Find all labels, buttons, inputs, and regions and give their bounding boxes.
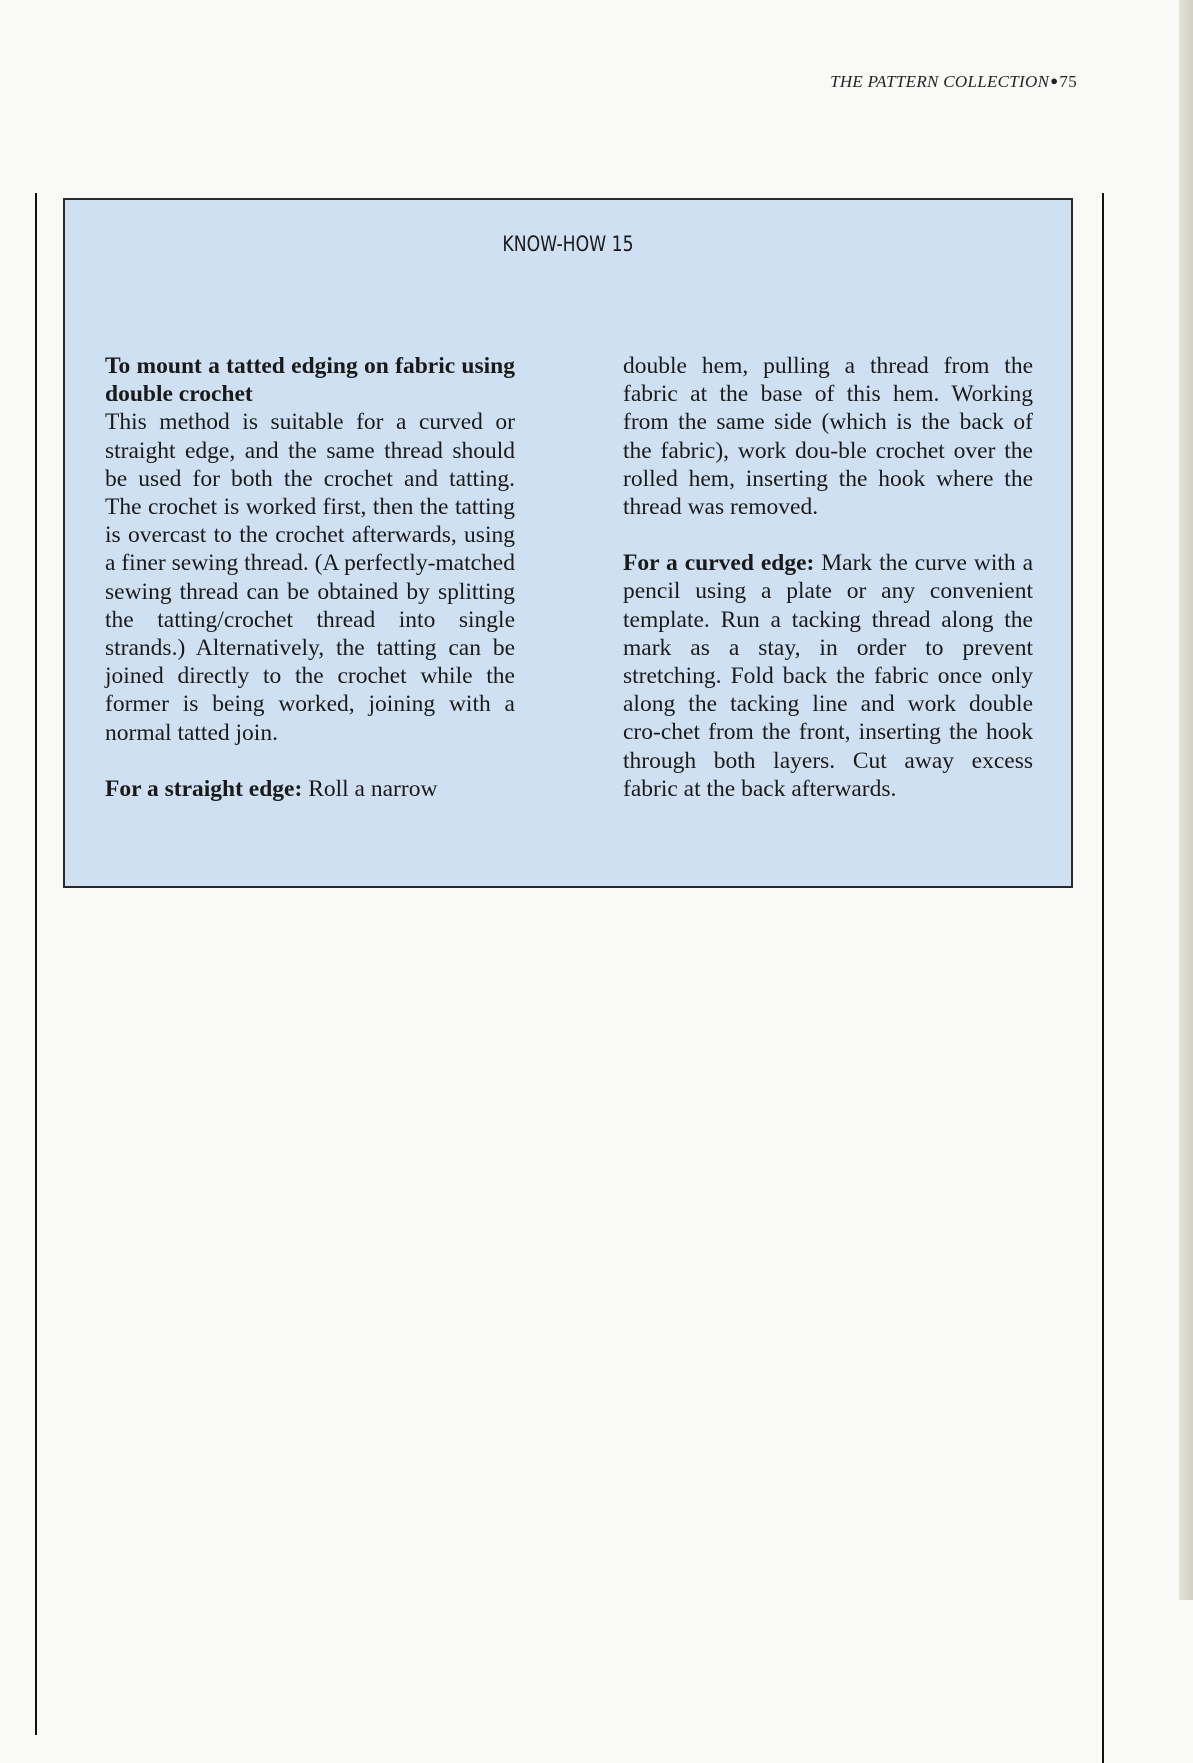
left-rule <box>35 193 37 1735</box>
running-head-title: THE PATTERN COLLECTION <box>830 72 1050 91</box>
straight-edge-label: For a straight edge: <box>105 775 303 802</box>
curved-edge-label: For a curved edge: <box>623 550 815 577</box>
straight-edge-paragraph <box>105 775 515 803</box>
page-number: 75 <box>1059 72 1077 91</box>
right-column <box>623 352 1033 803</box>
section-heading: To mount a tatted edging on fabric using double crochet <box>105 353 515 408</box>
page-edge <box>1179 0 1193 1600</box>
curved-edge-paragraph <box>623 549 1033 803</box>
bullet-separator: ● <box>1050 73 1059 88</box>
curved-edge-text: Mark the curve with a pencil using a plate or any convenient template. Run a tacking thread along the mark as a stay, in order to prevent stretching. Fold back the fabric once only along the tacking line and work double cro-chet from the front, inserting the hook through both layers. Cut away excess fabric at the back afterwards. <box>623 550 1033 802</box>
know-how-box <box>63 198 1073 888</box>
left-column <box>105 352 515 803</box>
straight-edge-text-start: Roll a narrow <box>308 775 438 802</box>
box-title: KNOW-HOW 15 <box>502 232 634 256</box>
straight-edge-text-cont: double hem, pulling a thread from the fabric at the base of this hem. Working from the same side (which is the back of the fabric), work dou-ble crochet over the rolled hem, inserting the hook where the thread was removed. <box>623 353 1033 521</box>
right-rule <box>1102 193 1104 1763</box>
running-head <box>830 72 1077 92</box>
intro-paragraph: This method is suitable for a curved or straight edge, and the same thread should be used for both the crochet and tatting. The crochet is worked first, then the tatting is overcast to the crochet afterwards, using a finer sewing thread. (A perfectly-matched sewing thread can be obtained by splitting the tatting/crochet thread into single strands.) Alternatively, the tatting can be joined directly to the crochet while the former is being worked, joining with a normal tatted join. <box>105 409 515 746</box>
